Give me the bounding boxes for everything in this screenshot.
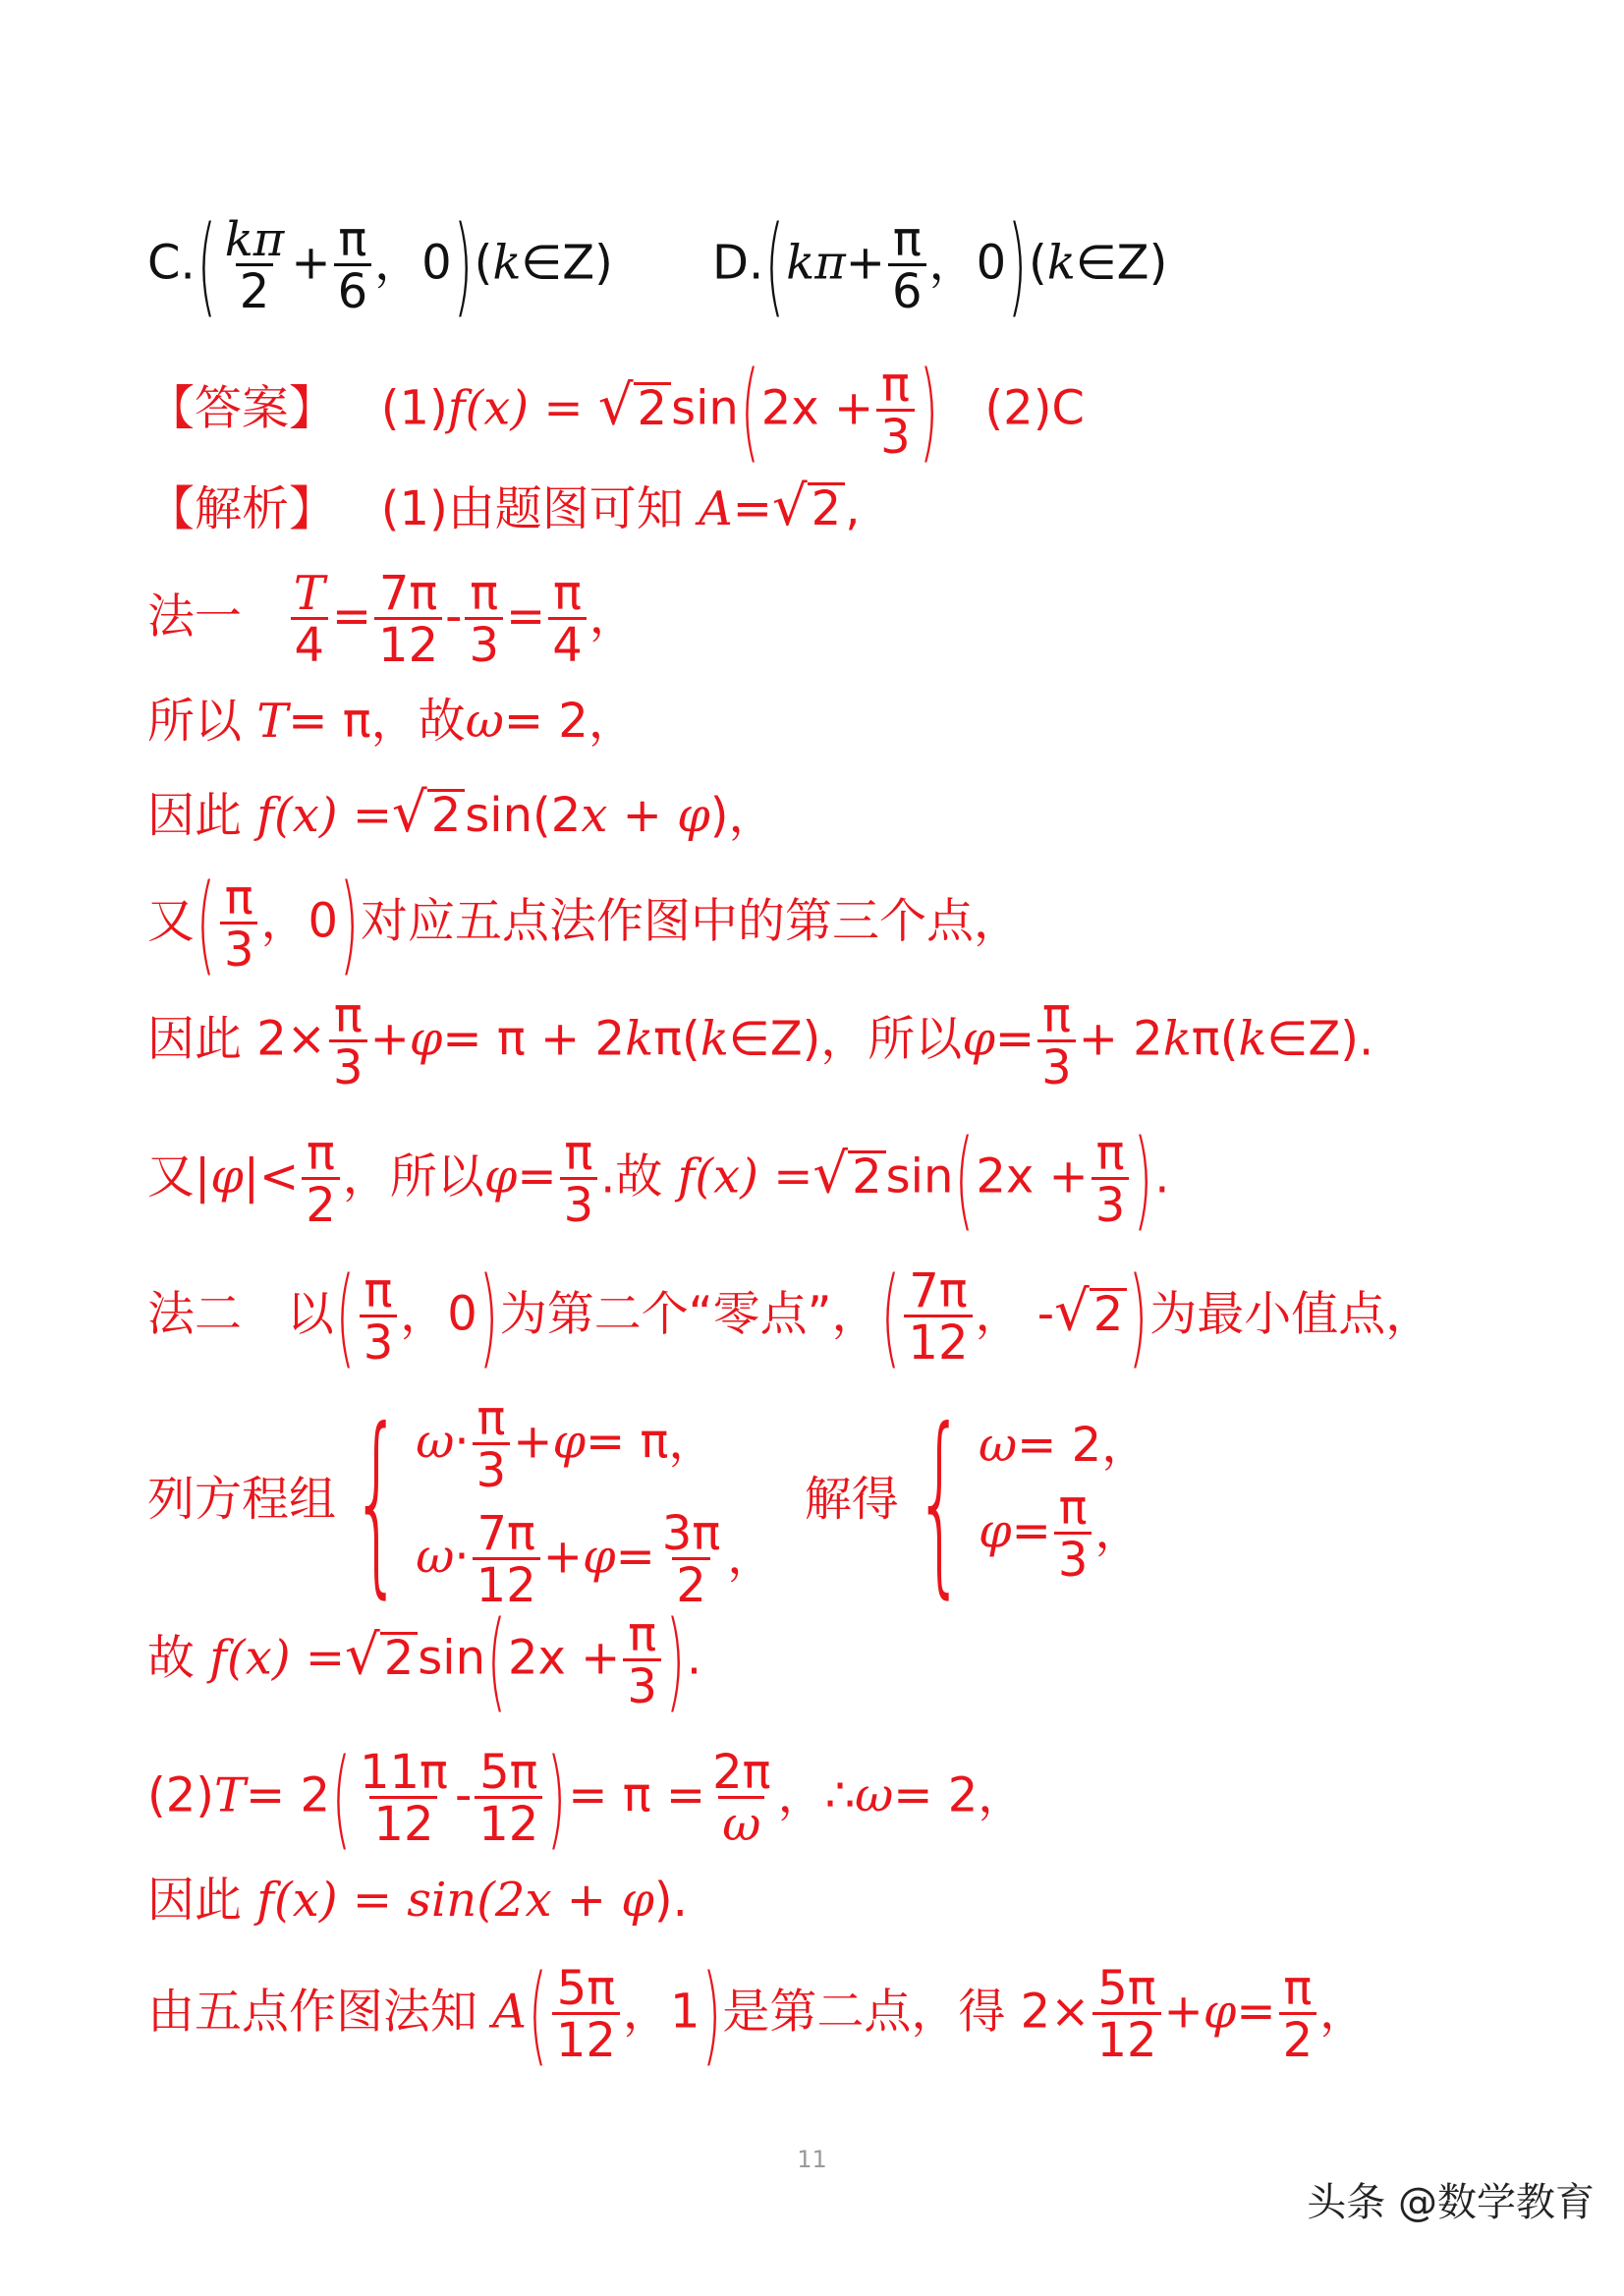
answer-line: 【答案】 (1)f(x) = √2sin(2x + $\frac{\pi}{3}$ ) (2)C bbox=[147, 348, 1085, 474]
option-d: D.(kπ+ $\frac{\pi}{6}$ ，0)(k∈Z) bbox=[712, 202, 1168, 328]
part2-line: (2)T= 2( $\frac{11\pi}{12}$ - $\frac{5\pi}{12}$ )= π = $\frac{2\pi}{\omega}$ ，∴ω= 2， bbox=[147, 1735, 1026, 1861]
line-f2: 故 f(x) =√2sin(2x + $\frac{\pi}{3}$ ). bbox=[147, 1597, 702, 1723]
option-c: C.( $\frac{k\pi}{2}$ + $\frac{\pi}{6}$ ，0)(k∈Z) bbox=[147, 202, 613, 328]
page-number: 11 bbox=[797, 2146, 827, 2173]
line-f1: 因此 f(x) =√2sin(2x + φ)， bbox=[147, 781, 776, 845]
method2-line: 法二 以( $\frac{\pi}{3}$ ，0)为第二个“零点”，( $\frac{7\pi}{12}$ ， -√2)为最小值点， bbox=[147, 1254, 1433, 1379]
line-phi2: 又|φ|< $\frac{\pi}{2}$ ，所以φ= $\frac{\pi}{3}$ .故 f(x) =√2sin(2x + $\frac{\pi}{3}$ ). bbox=[147, 1116, 1170, 1242]
line-period: 所以 T= π，故ω= 2， bbox=[147, 694, 636, 749]
analysis-line: 【解析】 (1)由题图可知 A=√2, bbox=[147, 475, 861, 538]
line-f3: 因此 f(x) = sin(2x + φ). bbox=[147, 1873, 688, 1928]
line-phi: 因此 2× $\frac{\pi}{3}$ +φ= π + 2kπ(k∈Z)，所以φ= $\frac{\pi}{3}$ + 2kπ(k∈Z). bbox=[147, 988, 1374, 1095]
line-point: 又( $\frac{\pi}{3}$ ，0)对应五点法作图中的第三个点， bbox=[147, 861, 1021, 986]
equation-system: 列方程组{ ω· $\frac{\pi}{3}$ +φ= π， ω· $\frac{7\pi}{12}$ +φ= $\frac{3\pi}{2}$ ， 解得{ ω= 2， φ= $\frac{\pi}{3}$ ， bbox=[147, 1387, 1149, 1616]
answer-label: 【答案】 bbox=[147, 380, 337, 436]
method1-line: 法一 $\frac{T}{4}$ = $\frac{7\pi}{12}$ - $\frac{\pi}{3}$ = $\frac{\pi}{4}$ ， bbox=[147, 566, 637, 673]
analysis-label: 【解析】 bbox=[147, 481, 337, 536]
watermark: 头条 @数学教育 bbox=[1307, 2180, 1595, 2225]
line-last: 由五点作图法知 A( $\frac{5\pi}{12}$ ，1)是第二点，得 2× $\frac{5\pi}{12}$ +φ= $\frac{\pi}{2}$ ， bbox=[147, 1951, 1368, 2077]
